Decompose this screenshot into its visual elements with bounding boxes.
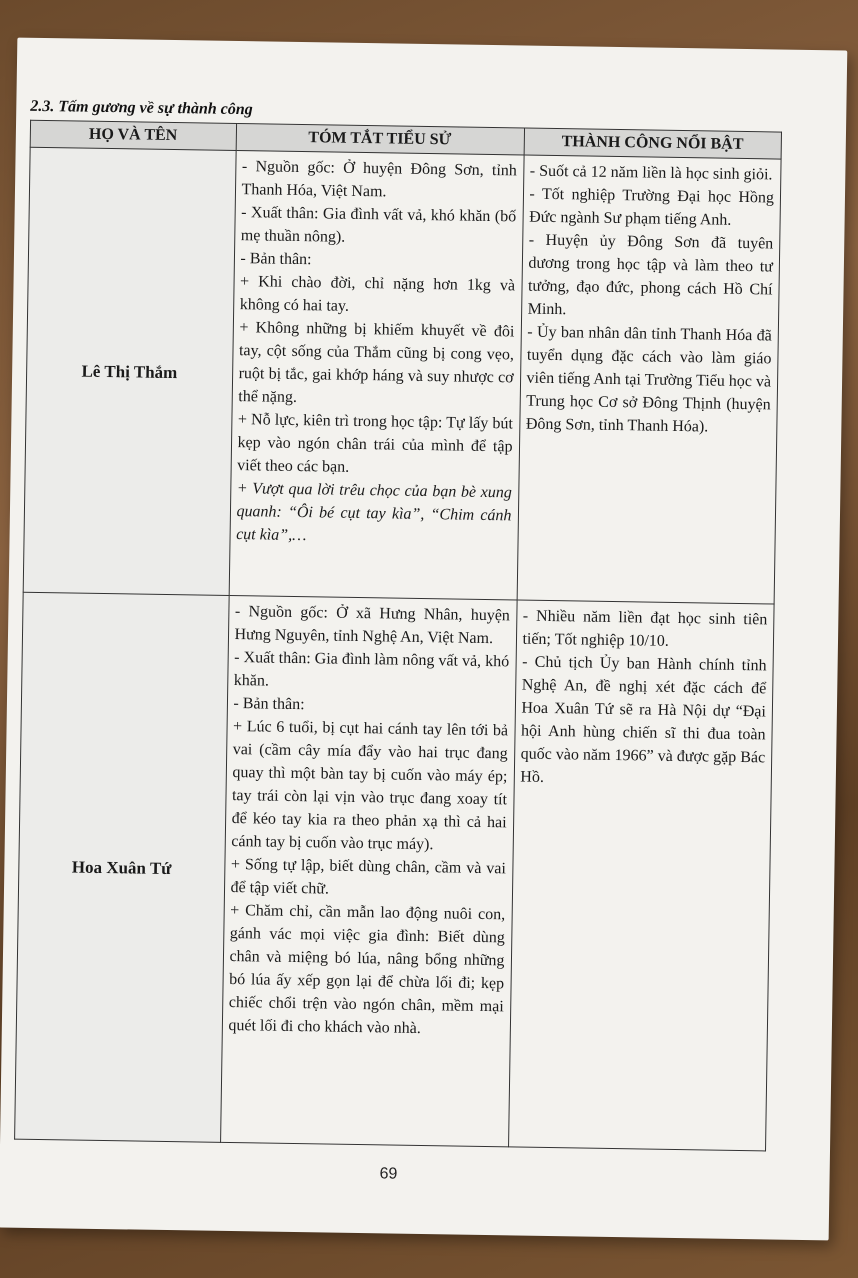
bio-line: - Xuất thân: Gia đình vất vả, khó khăn (bố mẹ thuần nông).: [240, 204, 517, 246]
role-model-table: [14, 120, 782, 1152]
table-row: [15, 592, 774, 1151]
bio-line: - Xuất thân: Gia đình làm nông vất vả, khó khăn.: [233, 649, 510, 690]
table-row: [23, 147, 781, 604]
bio-cell: [220, 595, 517, 1146]
achievement-line: - Suốt cả 12 năm liền là học sinh giỏi.: [529, 162, 773, 184]
page-number: 69: [379, 1165, 398, 1183]
bio-line: - Nguồn gốc: Ở xã Hưng Nhân, huyện Hưng Nguyên, tỉnh Nghệ An, Việt Nam.: [234, 603, 511, 648]
bio-line: + Khi chào đời, chỉ nặng hơn 1kg và không có hai tay.: [239, 273, 516, 315]
achievement-line: - Chủ tịch Ủy ban Hành chính tỉnh Nghệ An, đề nghị xét đặc cách để Hoa Xuân Tứ sẽ ra Hà Nội dự “Đại hội Anh hùng chiến sĩ thi đua toàn quốc vào năm 1966” và được gặp Bác Hồ.: [520, 653, 767, 786]
achievement-line: - Nhiều năm liền đạt học sinh tiên tiến; Tốt nghiệp 10/10.: [522, 607, 768, 650]
bio-line: + Không những bị khiếm khuyết về đôi tay, cột sống của Thắm cũng bị cong vẹo, ruột bị tắc, gai khớp háng và suy nhược cơ thể nặng.: [238, 319, 515, 406]
section-title: 2.3. Tấm gương về sự thành công: [30, 97, 253, 119]
bio-line: + Sống tự lập, biết dùng chân, cầm và vai để tập viết chữ.: [230, 856, 507, 898]
achievement-line: - Ủy ban nhân dân tỉnh Thanh Hóa đã tuyển dụng đặc cách vào làm giáo viên tiếng Anh tại Trường Tiểu học và Trung học Cơ sở Đông Thịnh (huyện Đông Sơn, tỉnh Thanh Hóa).: [525, 323, 772, 436]
bio-line: + Chăm chỉ, cần mẫn lao động nuôi con, gánh vác mọi việc gia đình: Biết dùng chân và miệng bó lúa, nâng bổng những bó lúa ấy xếp gọn lại để chừa lối đi; kẹp chiếc chổi trện vào ngón chân, mềm mại quét lối đi cho khách vào nhà.: [228, 902, 506, 1038]
header-name: HỌ VÀ TÊN: [30, 120, 236, 150]
book-page: [0, 38, 847, 1241]
person-name: Hoa Xuân Tứ: [15, 592, 229, 1142]
achievements-cell: [508, 600, 774, 1151]
header-achievements: THÀNH CÔNG NỔI BẬT: [524, 128, 782, 159]
bio-line: + Nỗ lực, kiên trì trong học tập: Tự lấy bút kẹp vào ngón chân trái của mình để tập viết theo các bạn.: [237, 411, 514, 476]
achievement-line: - Tốt nghiệp Trường Đại học Hồng Đức ngành Sư phạm tiếng Anh.: [529, 185, 775, 229]
bio-line: - Bản thân:: [240, 250, 312, 269]
bio-cell: [229, 150, 524, 599]
achievement-line: - Huyện ủy Đông Sơn đã tuyên dương trong học tập và làm theo tư tưởng, đạo đức, phong cách Hồ Chí Minh.: [527, 231, 774, 319]
person-name: Lê Thị Thắm: [23, 147, 235, 595]
bio-line: - Nguồn gốc: Ở huyện Đông Sơn, tỉnh Thanh Hóa, Việt Nam.: [241, 158, 517, 201]
bio-line: + Lúc 6 tuổi, bị cụt hai cánh tay lên tới bả vai (cầm cây mía đẩy vào hai trục đang quay thì một bàn tay bị cuốn vào máy ép; tay trái còn lại vịn vào trục đang xoay tít để kéo tay kia ra theo phản xạ thì cả hai cánh tay bị cuốn vào trục máy).: [231, 718, 509, 854]
bio-line: - Bản thân:: [233, 695, 305, 714]
bio-line: + Vượt qua lời trêu chọc của bạn bè xung quanh: “Ôi bé cụt tay kìa”, “Chim cánh cụt kìa”,…: [236, 480, 512, 545]
achievements-cell: [517, 155, 781, 604]
header-bio: TÓM TẮT TIỂU SỬ: [236, 124, 524, 156]
